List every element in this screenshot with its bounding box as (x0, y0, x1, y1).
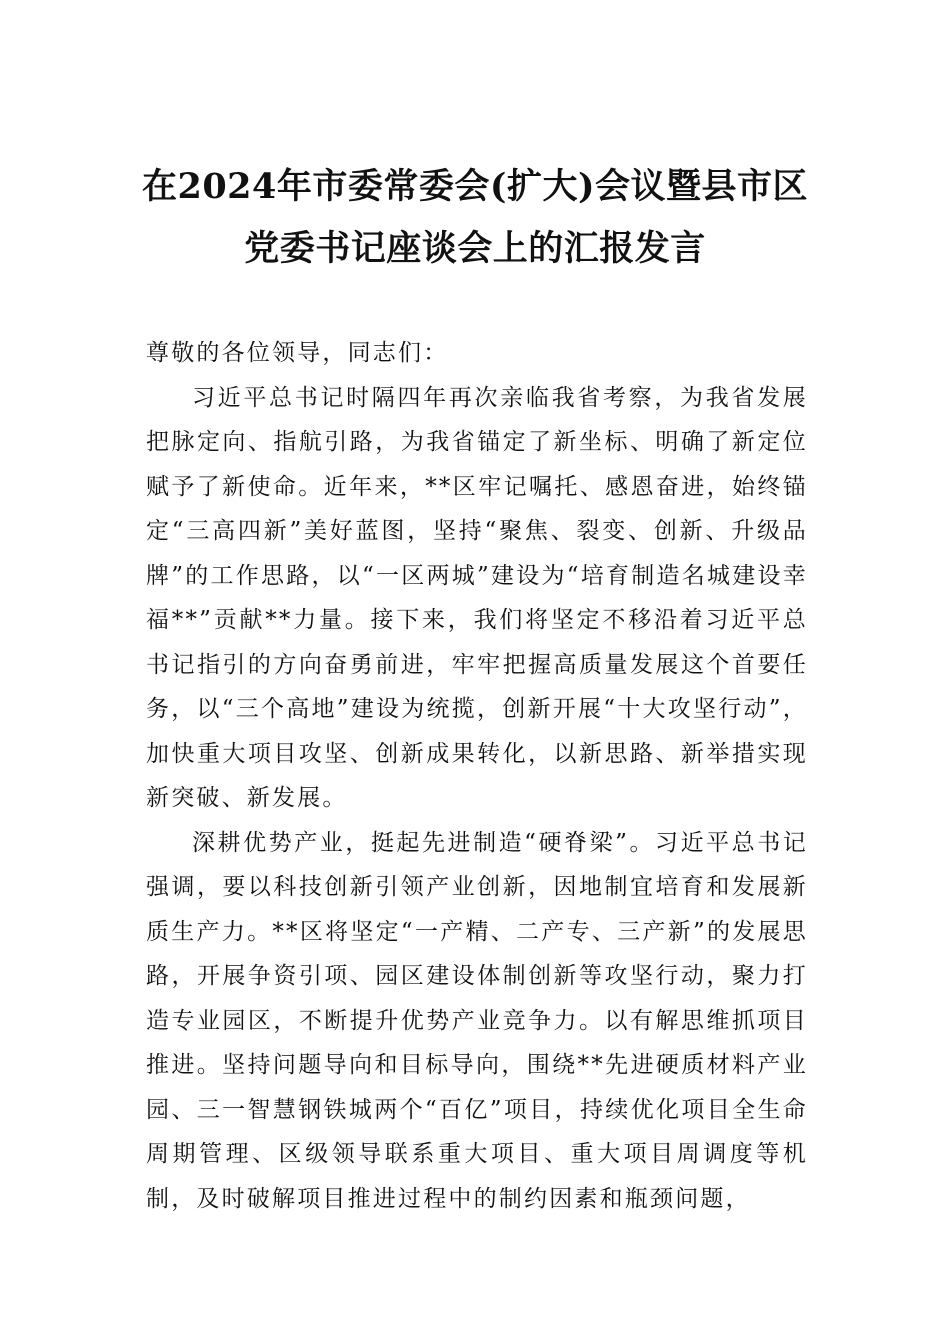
paragraph-2: 深耕优势产业，挺起先进制造“硬脊梁”。习近平总书记强调，要以科技创新引领产业创新，因地制宜培育和发展新质生产力。**区将坚定“一产精、二产专、三产新”的发展思路，开展争资引项、园区建设体制创新等攻坚行动，聚力打造专业园区，不断提升优势产业竞争力。以有解思维抓项目推进。坚持问题导向和目标导向，围绕**先进硬质材料产业园、三一智慧钢铁城两个“百亿”项目，持续优化项目全生命周期管理、区级领导联系重大项目、重大项目周调度等机制，及时破解项目推进过程中的制约因素和瓶颈问题， (146, 829, 808, 1212)
title-line-1: 在2024年市委常委会(扩大)会议暨县市区 (141, 166, 809, 207)
document-body (146, 331, 808, 1221)
document-title (100, 156, 850, 280)
paragraph-1: 习近平总书记时隔四年再次亲临我省考察，为我省发展把脉定向、指航引路，为我省锚定了新坐标、明确了新定位赋予了新使命。近年来，**区牢记嘱托、感恩奋进，始终锚定“三高四新”美好蓝图，坚持“聚焦、裂变、创新、升级品牌”的工作思路，以“一区两城”建设为“培育制造名城建设幸福**”贡献**力量。接下来，我们将坚定不移沿着习近平总书记指引的方向奋勇前进，牢牢把握高质量发展这个首要任务，以“三个高地”建设为统揽，创新开展“十大攻坚行动”，加快重大项目攻坚、创新成果转化，以新思路、新举措实现新突破、新发展。 (146, 384, 808, 811)
title-line-2: 党委书记座谈会上的汇报发言 (244, 228, 706, 269)
salutation: 尊敬的各位领导，同志们： (146, 340, 449, 366)
